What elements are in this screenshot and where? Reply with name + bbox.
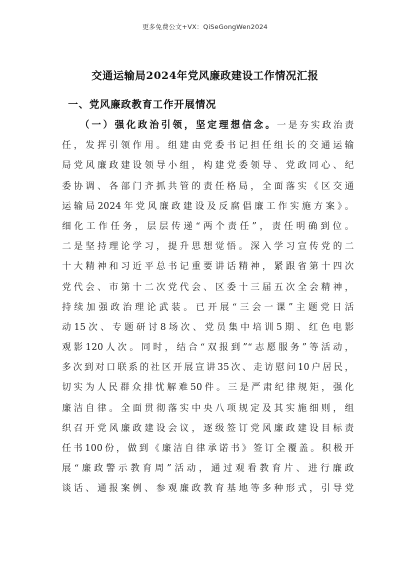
body-line: 多次到对口联系的社区开展宣讲35次、走访慰问10户居民， [62,363,354,374]
header-note: 更多免费公文+VX：QiSeGongWen2024 [142,23,268,31]
body-line: 运输局2024年党风廉政建设及反腐倡廉工作实施方案》。 [62,201,354,212]
body-line: 持续加强政治理论武装。已开展“三会一课”主题党日活 [62,302,354,313]
body-line: 展“廉政警示教育周”活动，通过观看教育片、进行廉政 [62,464,354,475]
body-line: 党代会、市第十二次党代会、区委十三届五次全会精神， [62,282,354,293]
body-line: 细化工作任务，层层传递“两个责任”，责任明确到位。 [62,221,354,232]
body-line: 切实为人民群众排忧解难50件。三是严肃纪律规矩，强化 [62,383,354,394]
body-line-text: 一是夯实政治责 [276,121,354,131]
document-title: 交通运输局2024年党风廉政建设工作情况汇报 [91,70,319,82]
body-line: 谈话、通报案例、参观廉政教育基地等多种形式，引导党 [62,484,354,495]
body-line: 十大精神和习近平总书记重要讲话精神，紧跟省第十四次 [62,262,354,273]
body-line: 观影120人次。同时，结合“双报到”“志愿服务”等活动， [62,343,354,354]
paragraph-lead: （一）强化政治引领，坚定理想信念。 [80,120,277,131]
body-line: 任书100份，做到《廉洁自律承诺书》签订全覆盖。积极开 [62,444,354,454]
body-line [62,116,354,136]
body-line: 动15次、专题研讨8场次、党员集中培训5期、红色电影 [62,322,354,333]
section-heading: 一、党风廉政教育工作开展情况 [68,100,217,111]
body-line: 廉洁自律。全面贯彻落实中央八项规定及其实施细则，组 [62,403,354,414]
body-line: 任，发挥引领作用。组建由党委书记担任组长的交通运输 [62,141,354,152]
body-line: 二是坚持理论学习，提升思想觉悟。深入学习宣传党的二 [62,242,354,253]
body-line: 织召开党风廉政建设会议，逐级签订党风廉政建设目标责 [62,423,354,434]
body-text [62,116,354,500]
body-line: 局党风廉政建设领导小组，构建党委领导、党政同心、纪 [62,161,354,172]
body-line: 委协调、各部门齐抓共管的责任格局，全面落实《区交通 [62,181,354,192]
